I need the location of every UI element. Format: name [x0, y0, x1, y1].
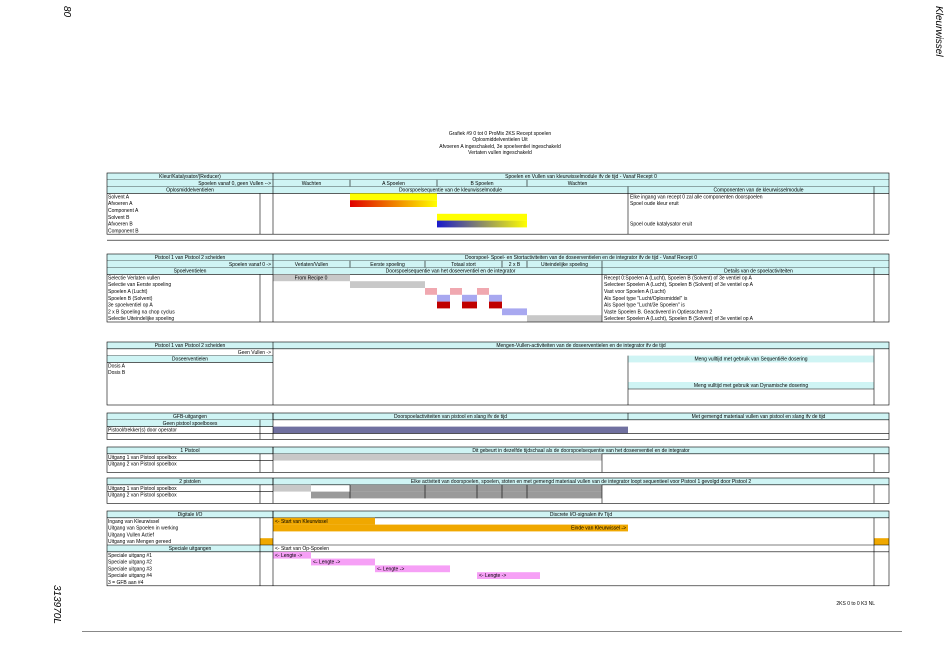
s2-row3-right: Details van de spoelactiviteiten: [724, 268, 793, 275]
s1-row-label-0: Solvent A: [108, 194, 130, 201]
s2-note-0: Recept 0:Spoelen A (Lucht), Spoelen B (Solvent) of 3e ventiel op A: [604, 275, 752, 282]
s2-note-3: Als Spoel type "Lucht/Oplosmiddel" is: [604, 295, 688, 302]
s7-length-label-2: <- Lengte ->: [377, 566, 405, 573]
s1-col-label-1: A Spoelen: [382, 180, 405, 187]
s7-length-label-3: <- Lengte ->: [479, 573, 507, 580]
s2-note-1: Selecteer Spoelen A (Lucht), Spoelen B (Solvent) of 3e ventiel op A: [604, 282, 753, 289]
s1-bar-solvent-a: [350, 193, 437, 200]
doc-code: 313970L: [51, 585, 62, 624]
s7-header-left-label: Digitale I/O: [177, 512, 203, 518]
s5-row-label-1: Uitgang 2 van Pistool spoelbox: [108, 461, 177, 468]
s6-row-label-0: Uitgang 1 van Pistool spoelbox: [108, 485, 177, 492]
s3-frame: [107, 342, 889, 405]
s7-row-label-3: Uitgang van Mengen gereed: [108, 539, 172, 546]
s2-bar-lav-0: [437, 295, 450, 302]
s7-row-label-2: Uitgang Vullen Actief: [108, 532, 154, 539]
bottom-rule: [82, 631, 902, 632]
s7-length-label-0: <- Lengte ->: [275, 552, 303, 559]
s2-note-5: Vaste Spoelen B. Geactiveerd in Optiesscherm 2: [604, 309, 713, 316]
s1-col-label-3: Wachten: [567, 180, 588, 187]
s5-header-right-label: Dit gebeurt in dezelfde tijdschaal als de doorspoelsequentie van het doseerventiel en de integrator: [472, 448, 690, 454]
s2-bar-pink-0: [425, 288, 437, 295]
s3-row-label-1: Dosis B: [108, 370, 126, 377]
s1-row-label-1: Afvoeren A: [108, 201, 133, 208]
s5-header-left-label: 1 Pistool: [180, 448, 200, 454]
s4-row-label-0: Pistool/trekker(s) door operator: [108, 427, 177, 434]
s6-bar-a1: [273, 485, 311, 492]
s7-special-label-2: Speciale uitgang #3: [108, 566, 152, 573]
s2-row-label-3: Spoelen B (Solvent): [108, 295, 153, 302]
s1-row3-right: Componenten van de kleurwisselmodule: [713, 187, 804, 194]
title-line-2: Oplosmiddelventielen Uit: [472, 137, 528, 144]
s7-special-label-3: Speciale uitgang #4: [108, 573, 152, 580]
s2-row-label-4: 3e spoelventiel op A: [108, 302, 153, 309]
s2-bar-label: From Recipe 0: [294, 275, 328, 282]
s3-header-left-label: Pistool 1 van Pistool 2 scheiden: [154, 343, 226, 349]
title-line-4: Vertaten vullen ingeschakeld: [468, 150, 532, 157]
s5-row-label-0: Uitgang 1 van Pistool spoelbox: [108, 454, 177, 461]
s2-col-label-1: Eerste spoeling: [370, 261, 405, 268]
s2-note-4: Als Spoel type "Lucht/3e Spoelen" is: [604, 302, 685, 309]
s3-header-right-label: Mengen-Vullen-activiteiten van de doseerventielen en de integrator ifv de tijd: [496, 343, 666, 349]
s2-row2-right-bg: [602, 261, 889, 268]
s1-col-label-0: Wachten: [301, 180, 322, 187]
s7-row-label-1: Uitgang van Spoelen in werking: [108, 525, 179, 532]
s1-bar-afvoeren-b: [437, 221, 527, 228]
s2-header-left-label: Pistool 1 van Pistool 2 scheiden: [154, 255, 226, 261]
s2-row-label-0: Selectie Verlaten vullen: [108, 275, 160, 282]
s2-row-label-2: Spoelen A (Lucht): [108, 289, 148, 295]
s1-note-4: Spoel oude katalysator eruit: [630, 221, 692, 228]
s2-bar-eerste: [350, 281, 425, 288]
s1-header-left-label: Kleur/Katalysator/(Reducer): [159, 174, 221, 180]
s2-bar-red-1: [462, 302, 477, 309]
s7-length-label-1: <- Lengte ->: [313, 559, 341, 566]
s3-row2-left: Geen Vullen ->: [237, 349, 271, 356]
s1-note-0: Elke ingang van recept 0 zal alle componenten doorspoelen: [630, 194, 763, 201]
s1-bar-solvent-b: [437, 214, 527, 221]
s7-special-label-0: Speciale uitgang #1: [108, 552, 152, 559]
s2-row-label-6: Selectie Uiteindelijke spoeling: [108, 316, 175, 323]
s1-row2-left: Spoelen vanaf 0, geen Vullen -->: [198, 180, 271, 187]
s2-col-label-4: Uiteindelijke spoeling: [541, 261, 588, 268]
s2-bar-pink-2: [477, 288, 489, 295]
s1-row-label-4: Afvoeren B: [108, 221, 133, 228]
page-number: 80: [61, 6, 72, 18]
title-line-3: Afvoeren A ingeschakeld, 3e spoelventiel ingeschakeld: [439, 143, 561, 150]
s4-row2-left: Geen pistool spoelboxes: [162, 420, 218, 427]
s1-row-label-2: Component A: [108, 208, 139, 214]
s2-bar-lav-1: [462, 295, 477, 302]
footer-code: 2KS 0 to 0 K3 NL: [836, 601, 875, 607]
s2-col-label-2: Totaal stort: [451, 261, 476, 268]
s1-row3-mid: Doorspoelsequentie van de kleurwisselmodule: [398, 187, 503, 194]
s2-bar-pink-1: [450, 288, 462, 295]
side-label: Kleurwissel: [933, 6, 944, 57]
s2-bar-lav-2: [489, 295, 502, 302]
s1-row3-left: Oplosmiddelventielen: [166, 187, 214, 194]
s2-row-label-1: Selectie van Eerste spoeling: [108, 282, 172, 289]
s7-end-label: Einde van Kleurwissel ->: [571, 525, 626, 532]
s2-bar-red-0: [437, 302, 450, 309]
s6-header-right-label: Elke activiteit van doorspoelen, spoelen, stoten en met gemengd materiaal vullen van de integrator loopt sequentieel voor Pistool 1 gevolgd door Pistool 2: [410, 479, 752, 485]
s2-row2-left: Spoelen vanaf 0 ->: [228, 261, 271, 268]
s2-bar-red-2: [489, 302, 502, 309]
s3-note-1: Meng vulltijd met gebruik van Dynamische dosering: [693, 383, 809, 389]
s1-row-label-3: Solvent B: [108, 214, 130, 221]
s6-bar-b1: [311, 492, 602, 499]
s1-col-label-2: B Spoelen: [470, 180, 494, 187]
s7-bar-mix-right: [874, 538, 889, 545]
s3-note-0: Meng vulltijd met gebruik van Sequentiële dosering: [694, 356, 808, 363]
s1-header-right-label: Spoelen en Vullen van kleurwisselmodule ifv de tijd - Vanaf Recept 0: [505, 174, 657, 180]
s4-header-left: GFB-uitgangen: [173, 414, 207, 420]
s2-row3-left: Spoelventielen: [173, 268, 207, 275]
s1-note-1: Spoel oude kleur eruit: [630, 201, 679, 208]
s2-col-label-0: Verlaten/Vullen: [294, 261, 329, 268]
s2-row-label-5: 2 x B Spoeling na chop cyclus: [108, 309, 175, 316]
s2-bar-2xb: [502, 308, 527, 315]
s7-special-label-4: 3 = GFB aan #4: [108, 580, 144, 586]
s3-row3-left: Doseerventielen: [171, 356, 209, 363]
s7-special-label-1: Speciale uitgang #2: [108, 559, 152, 566]
s5-bar-1: [273, 454, 602, 461]
s7-sub-left: Speciale uitgangen: [168, 546, 212, 552]
s1-bar-afvoeren-a: [350, 200, 437, 207]
title-line-1: Grafiek #9 0 tot 0 ProMix 2KS Recept spoelen: [448, 131, 552, 137]
s7-header-right-label: Discrete I/O-signalen ifv Tijd: [549, 512, 613, 518]
s6-header-left-label: 2 pistolen: [179, 479, 201, 485]
s1-row2-right-bg: [628, 180, 889, 187]
s2-row3-mid: Doorspoelsequentie van het doseerventiel en de integrator: [385, 268, 516, 275]
s3-row-label-0: Dosis A: [108, 363, 125, 370]
s4-bar-pistool: [273, 427, 628, 434]
s7-row-label-0: Ingang van Kleurwissel: [108, 518, 160, 525]
s4-header-mid: Doorspoelactiviteiten van pistool en slang ifv de tijd: [393, 414, 508, 420]
s2-bar-final: [527, 315, 602, 322]
s6-row-label-1: Uitgang 2 van Pistool spoelbox: [108, 492, 177, 499]
s2-header-right-label: Doorspoel- Spoel- en Stortactiviteiten van de doseerventielen en de integrator ifv de tijd - Vanaf Recept 0: [465, 255, 697, 261]
s2-col-label-3: 2 x B: [508, 261, 521, 268]
s7-start-label: <- Start van Kleurwissel: [275, 518, 328, 525]
s2-note-2: Vast voor Spoelen A (Lucht): [604, 289, 666, 295]
s1-row-label-5: Component B: [108, 228, 139, 235]
s6-bar-a2: [350, 485, 602, 492]
s4-header-right: Met gemengd materiaal vullen van pistool en slang ifv de tijd: [691, 414, 826, 420]
s7-bar-mix-left: [260, 538, 273, 545]
s2-note-6: Selecteer Spoelen A (Lucht), Spoelen B (Solvent) of 3e ventiel op A: [604, 316, 753, 323]
s7-sub-right: <- Start van Op-Spoelen: [275, 546, 330, 552]
